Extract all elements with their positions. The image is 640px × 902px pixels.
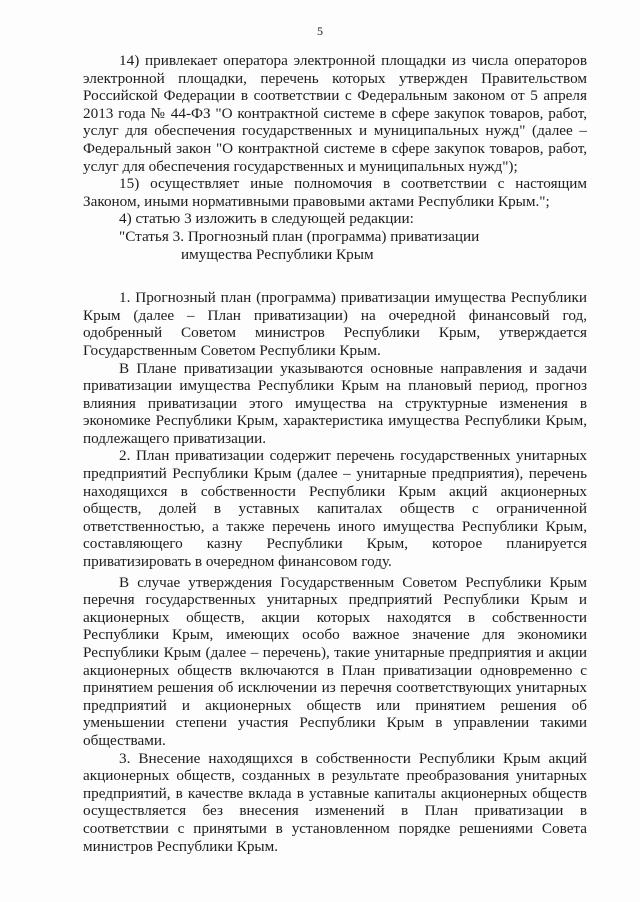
article-title-line-2: имущества Республики Крым [181, 245, 374, 263]
paragraph-clause-1: 1. Прогнозный план (программа) приватизации имущества Республики Крым (далее – План приватизации) на очередной финансовый год, одобренный Советом министров Республики Крым, утверждается Государственным Советом Республики Крым. [83, 289, 587, 359]
paragraph-clause-1-continuation: В Плане приватизации указываются основные направления и задачи приватизации имущества Республики Крым на плановый период, прогноз влияния приватизации этого имущества на структурные изменения в экономике Республики Крым, характеристика имущества Республики Крым, подлежащего приватизации. [83, 359, 587, 447]
paragraph-clause-2-continuation: В случае утверждения Государственным Советом Республики Крым перечня государственных унитарных предприятий Республики Крым и акционерных обществ, акции которых находятся в собственности Республики Крым, имеющих особо важное значение для экономики Республики Крым (далее – перечень), такие унитарные предприятия и акции акционерных обществ включаются в План приватизации одновременно с принятием решения об исключении из перечня соответствующих унитарных предприятий и акционерных обществ или принятием решения об уменьшении степени участия Республики Крым в управлении такими обществами. [83, 573, 587, 749]
paragraph-item-15: 15) осуществляет иные полномочия в соответствии с настоящим Законом, иными нормативными правовыми актами Республики Крым."; [83, 175, 587, 210]
article-title-line-1: "Статья 3. Прогнозный план (программа) приватизации [119, 227, 480, 245]
page-number: 5 [317, 24, 323, 38]
paragraph-clause-3: 3. Внесение находящихся в собственности Республики Крым акций акционерных обществ, созданных в результате преобразования унитарных предприятий, в качестве вклада в уставные капиталы акционерных обществ осуществляется без внесения изменений в План приватизации в соответствии с принятыми в установленном порядке решениями Совета министров Республики Крым. [83, 749, 587, 855]
document-body [83, 52, 587, 855]
paragraph-clause-2: 2. План приватизации содержит перечень государственных унитарных предприятий Республики Крым (далее – унитарные предприятия), перечень находящихся в собственности Республики Крым акций акционерных обществ, долей в уставных капиталах обществ с ограниченной ответственностью, а также перечень иного имущества Республики Крым, составляющего казну Республики Крым, которое планируется приватизировать в очередном финансовом году. [83, 447, 587, 571]
paragraph-item-14: 14) привлекает оператора электронной площадки из числа операторов электронной площадки, перечень которых утвержден Правительством Российской Федерации в соответствии с Федеральным законом от 5 апреля 2013 года № 44-ФЗ "О контрактной системе в сфере закупок товаров, работ, услуг для обеспечения государственных и муниципальных нужд" (далее – Федеральный закон "О контрактной системе в сфере закупок товаров, работ, услуг для обеспечения государственных и муниципальных нужд"); [83, 52, 587, 175]
paragraph-amendment-4: 4) статью 3 изложить в следующей редакции: [119, 210, 414, 228]
